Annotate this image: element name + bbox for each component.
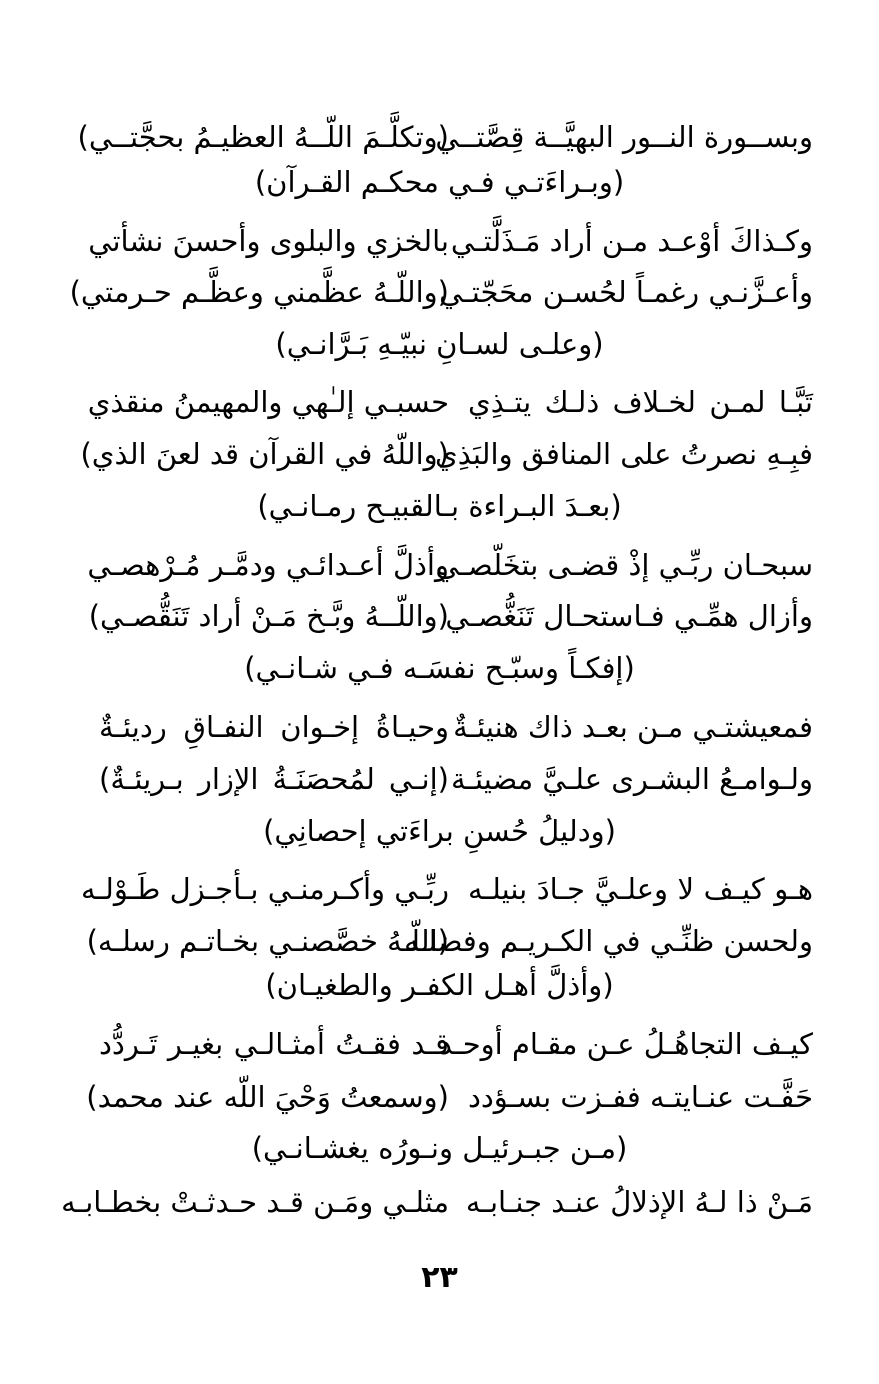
verse-first-hemistich: حَفَّـت عنـايتـه ففـزت بسـؤدد xyxy=(467,1080,813,1114)
refrain-text: (وعلـى لسـانِ نبيّـهِ بَـرَّانـي) xyxy=(275,327,604,361)
refrain-text: (بعـدَ البـراءة بـالقبيـح رمـانـي) xyxy=(257,489,622,523)
verse-first-hemistich: وكـذاكَ أوْعـد مـن أراد مَـذَلَّتـي xyxy=(450,224,813,258)
verse-second-hemistich: بالخزي والبلوى وأحسنَ نشأتي xyxy=(88,224,449,258)
refrain-text: (وأذلَّ أهـل الكفـر والطغيـان) xyxy=(265,968,614,1002)
verse-second-hemistich: ربِّـي وأكـرمنـي بـأجـزل طَـوْلـه xyxy=(80,872,449,906)
verse-second-hemistich: (وتكلَّـمَ اللّــهُ العظيـمُ بحجَّتــي) xyxy=(77,120,449,154)
verse-first-hemistich: تَبَّـا لمـن لخـلاف ذلـك يتـذِي xyxy=(468,385,813,419)
verse-first-hemistich: وبســورة النــور البهيَّــة قِصَّتــي xyxy=(435,120,813,154)
refrain-text: (إفكـاً وسبّـح نفسَـه فـي شـانـي) xyxy=(244,651,635,685)
refrain-text: (وبـراءَتـي فـي محكـم القـرآن) xyxy=(254,165,625,199)
verse-first-hemistich: مَـنْ ذا لـهُ الإذلالُ عنـد جنـابـه xyxy=(465,1185,813,1219)
verse-second-hemistich: (واللّــهُ وبَّـخ مَـنْ أراد تَنَقُّصـي) xyxy=(88,599,449,633)
refrain-text: (ودليلُ حُسنِ براءَتي إحصانِي) xyxy=(263,814,616,848)
page-number: ٢٣ xyxy=(421,1260,458,1295)
verse-first-hemistich: فمعيشتـي مـن بعـد ذاك هنيئـةٌ xyxy=(453,710,813,744)
verse-first-hemistich: سبحـان ربِّـي إذْ قضـى بتخَلّصـي xyxy=(435,548,813,582)
verse-second-hemistich: (واللّهُ في القرآن قد لعنَ الذي) xyxy=(80,437,449,471)
verse-first-hemistich: هـو كيـف لا وعلـيَّ جـادَ بنيلـه xyxy=(468,872,813,906)
verse-second-hemistich: حسبـي إلـٰهي والمهيمنُ منقذي xyxy=(87,385,449,419)
verse-second-hemistich: (وسمعتُ وَحْيَ اللّه عند محمد) xyxy=(86,1080,449,1114)
verse-first-hemistich: ولحسن ظنِّـي في الكـريـم وفضلـه xyxy=(404,924,813,958)
verse-first-hemistich: ولـوامـعُ البشـرى علـيَّ مضيئـة xyxy=(450,762,813,796)
verse-first-hemistich: وأعـزَّنـي رغمـاً لحُسـن محَجّتـي xyxy=(439,275,813,309)
verse-second-hemistich: (إنـي لمُحصَنَـةُ الإزار بـريئـةٌ) xyxy=(99,762,449,796)
refrain-text: (مـن جبـرئيـل ونـورُه يغشـانـي) xyxy=(251,1131,628,1165)
verse-second-hemistich: قـد فقـتُ أمثـالـي بغيـر تَـردُّد xyxy=(99,1027,449,1061)
verse-second-hemistich: مثلـي ومَـن قـد حـدثـتْ بخطـابـه xyxy=(61,1185,449,1219)
verse-first-hemistich: فبِـهِ نصرتُ على المنافق والبَذِي xyxy=(435,437,813,471)
verse-first-hemistich: كيـف التجاهُـلُ عـن مقـام أوحـد xyxy=(439,1027,813,1061)
verse-second-hemistich: وأذلَّ أعـدائـي ودمَّـر مُـرْهصـي xyxy=(87,548,449,582)
verse-second-hemistich: وحيـاةُ إخـوان النفـاقِ رديئـةٌ xyxy=(99,710,449,744)
verse-first-hemistich: وأزال همِّـي فـاستحـال تَنَغُّصـي xyxy=(445,599,813,633)
verse-second-hemistich: (واللّـهُ عظَّمني وعظَّـم حـرمتي) xyxy=(69,275,449,309)
verse-second-hemistich: (اللّـهُ خصَّصنـي بخـاتـم رسلـه) xyxy=(86,924,449,958)
